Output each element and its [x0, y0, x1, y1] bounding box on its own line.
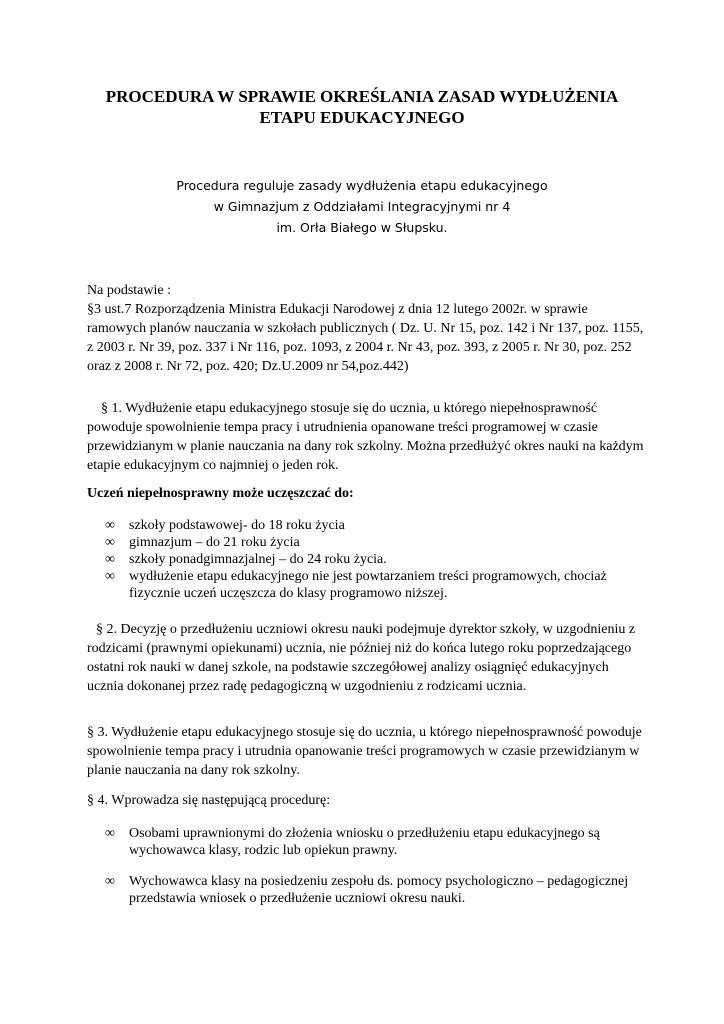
infinity-bullet-icon: ∞ — [105, 569, 115, 584]
list-item — [105, 534, 650, 551]
title-line-1: PROCEDURA W SPRAWIE OKREŚLANIA ZASAD WYDŁUŻENIA — [105, 87, 619, 106]
subtitle-line-2: w Gimnazjum z Oddziałami Integracyjnymi nr 4 — [213, 199, 511, 214]
infinity-bullet-icon: ∞ — [105, 552, 115, 567]
subtitle-line-3: im. Orła Białego w Słupsku. — [276, 220, 448, 235]
list-item-text: szkoły podstawowej- do 18 roku życia — [129, 518, 345, 533]
section-1-paragraph: § 1. Wydłużenie etapu edukacyjnego stosuje się do ucznia, u którego niepełnosprawność powoduje spowolnienie tempa pracy i utrudnienia opanowane treści programowej w czasie przewidzianym w planie nauczania na dany rok szkolny. Można przedłużyć okres nauki na każdym etapie edukacyjnym co najmniej o jeden rok. — [87, 401, 644, 473]
list-item — [105, 873, 650, 907]
infinity-bullet-icon: ∞ — [105, 826, 115, 841]
disabled-student-heading: Uczeń niepełnosprawny może uczęszczać do: — [87, 486, 354, 501]
disabled-student-list — [105, 517, 650, 602]
section-2-paragraph: § 2. Decyzję o przedłużeniu uczniowi okresu nauki podejmuje dyrektor szkoły, w uzgodnieniu z rodzicami (prawnymi opiekunami) ucznia, nie później niż do końca lutego roku poprzedzającego ostatni rok nauki w danej szkole, na podstawie szczegółowej analizy osiągnięć edukacyjnych ucznia dokonanej przez radę pedagogiczną w uzgodnieniu z rodzicami ucznia. — [87, 622, 636, 694]
list-item — [105, 825, 650, 859]
list-item-text: Osobami uprawnionymi do złożenia wniosku o przedłużeniu etapu edukacyjnego są wychowawca klasy, rodzic lub opiekun prawny. — [129, 826, 600, 858]
list-item — [105, 551, 650, 568]
subtitle-line-1: Procedura reguluje zasady wydłużenia etapu edukacyjnego — [176, 178, 548, 193]
list-item — [105, 517, 650, 534]
document-title — [70, 86, 654, 128]
legal-basis-label: Na podstawie : — [87, 283, 171, 298]
list-item-text: wydłużenie etapu edukacyjnego nie jest powtarzaniem treści programowych, chociaż fizycznie uczeń uczęszcza do klasy programowo niższej. — [129, 569, 607, 601]
list-item-text: szkoły ponadgimnazjalnej – do 24 roku życia. — [129, 552, 387, 567]
infinity-bullet-icon: ∞ — [105, 535, 115, 550]
legal-basis-text: §3 ust.7 Rozporządzenia Ministra Edukacji Narodowej z dnia 12 lutego 2002r. w sprawie ramowych planów nauczania w szkołach publicznych ( Dz. U. Nr 15, poz. 142 i Nr 137, poz. 1155, z 2003 r. Nr 39, poz. 337 i Nr 116, poz. 1093, z 2004 r. Nr 43, poz. 393, z 2005 r. Nr 30, poz. 252 oraz z 2008 r. Nr 72, poz. 420; Dz.U.2009 nr 54,poz.442) — [87, 302, 644, 374]
section-4-paragraph: § 4. Wprowadza się następującą procedurę: — [87, 793, 331, 808]
list-item-text: Wychowawca klasy na posiedzeniu zespołu ds. pomocy psychologiczno – pedagogicznej przedstawia wniosek o przedłużenie uczniowi okresu nauki. — [129, 874, 629, 906]
document-subtitle — [90, 175, 634, 238]
title-line-2: ETAPU EDUKACYJNEGO — [259, 108, 465, 127]
infinity-bullet-icon: ∞ — [105, 874, 115, 889]
legal-basis — [87, 281, 647, 376]
procedure-list — [105, 825, 650, 921]
section-3-paragraph: § 3. Wydłużenie etapu edukacyjnego stosuje się do ucznia, u którego niepełnosprawność powoduje spowolnienie tempa pracy i utrudnia opanowanie treści programowych w czasie przewidzianym w planie nauczania na dany rok szkolny. — [87, 725, 642, 778]
list-item — [105, 568, 650, 602]
list-item-text: gimnazjum – do 21 roku życia — [129, 535, 300, 550]
infinity-bullet-icon: ∞ — [105, 518, 115, 533]
